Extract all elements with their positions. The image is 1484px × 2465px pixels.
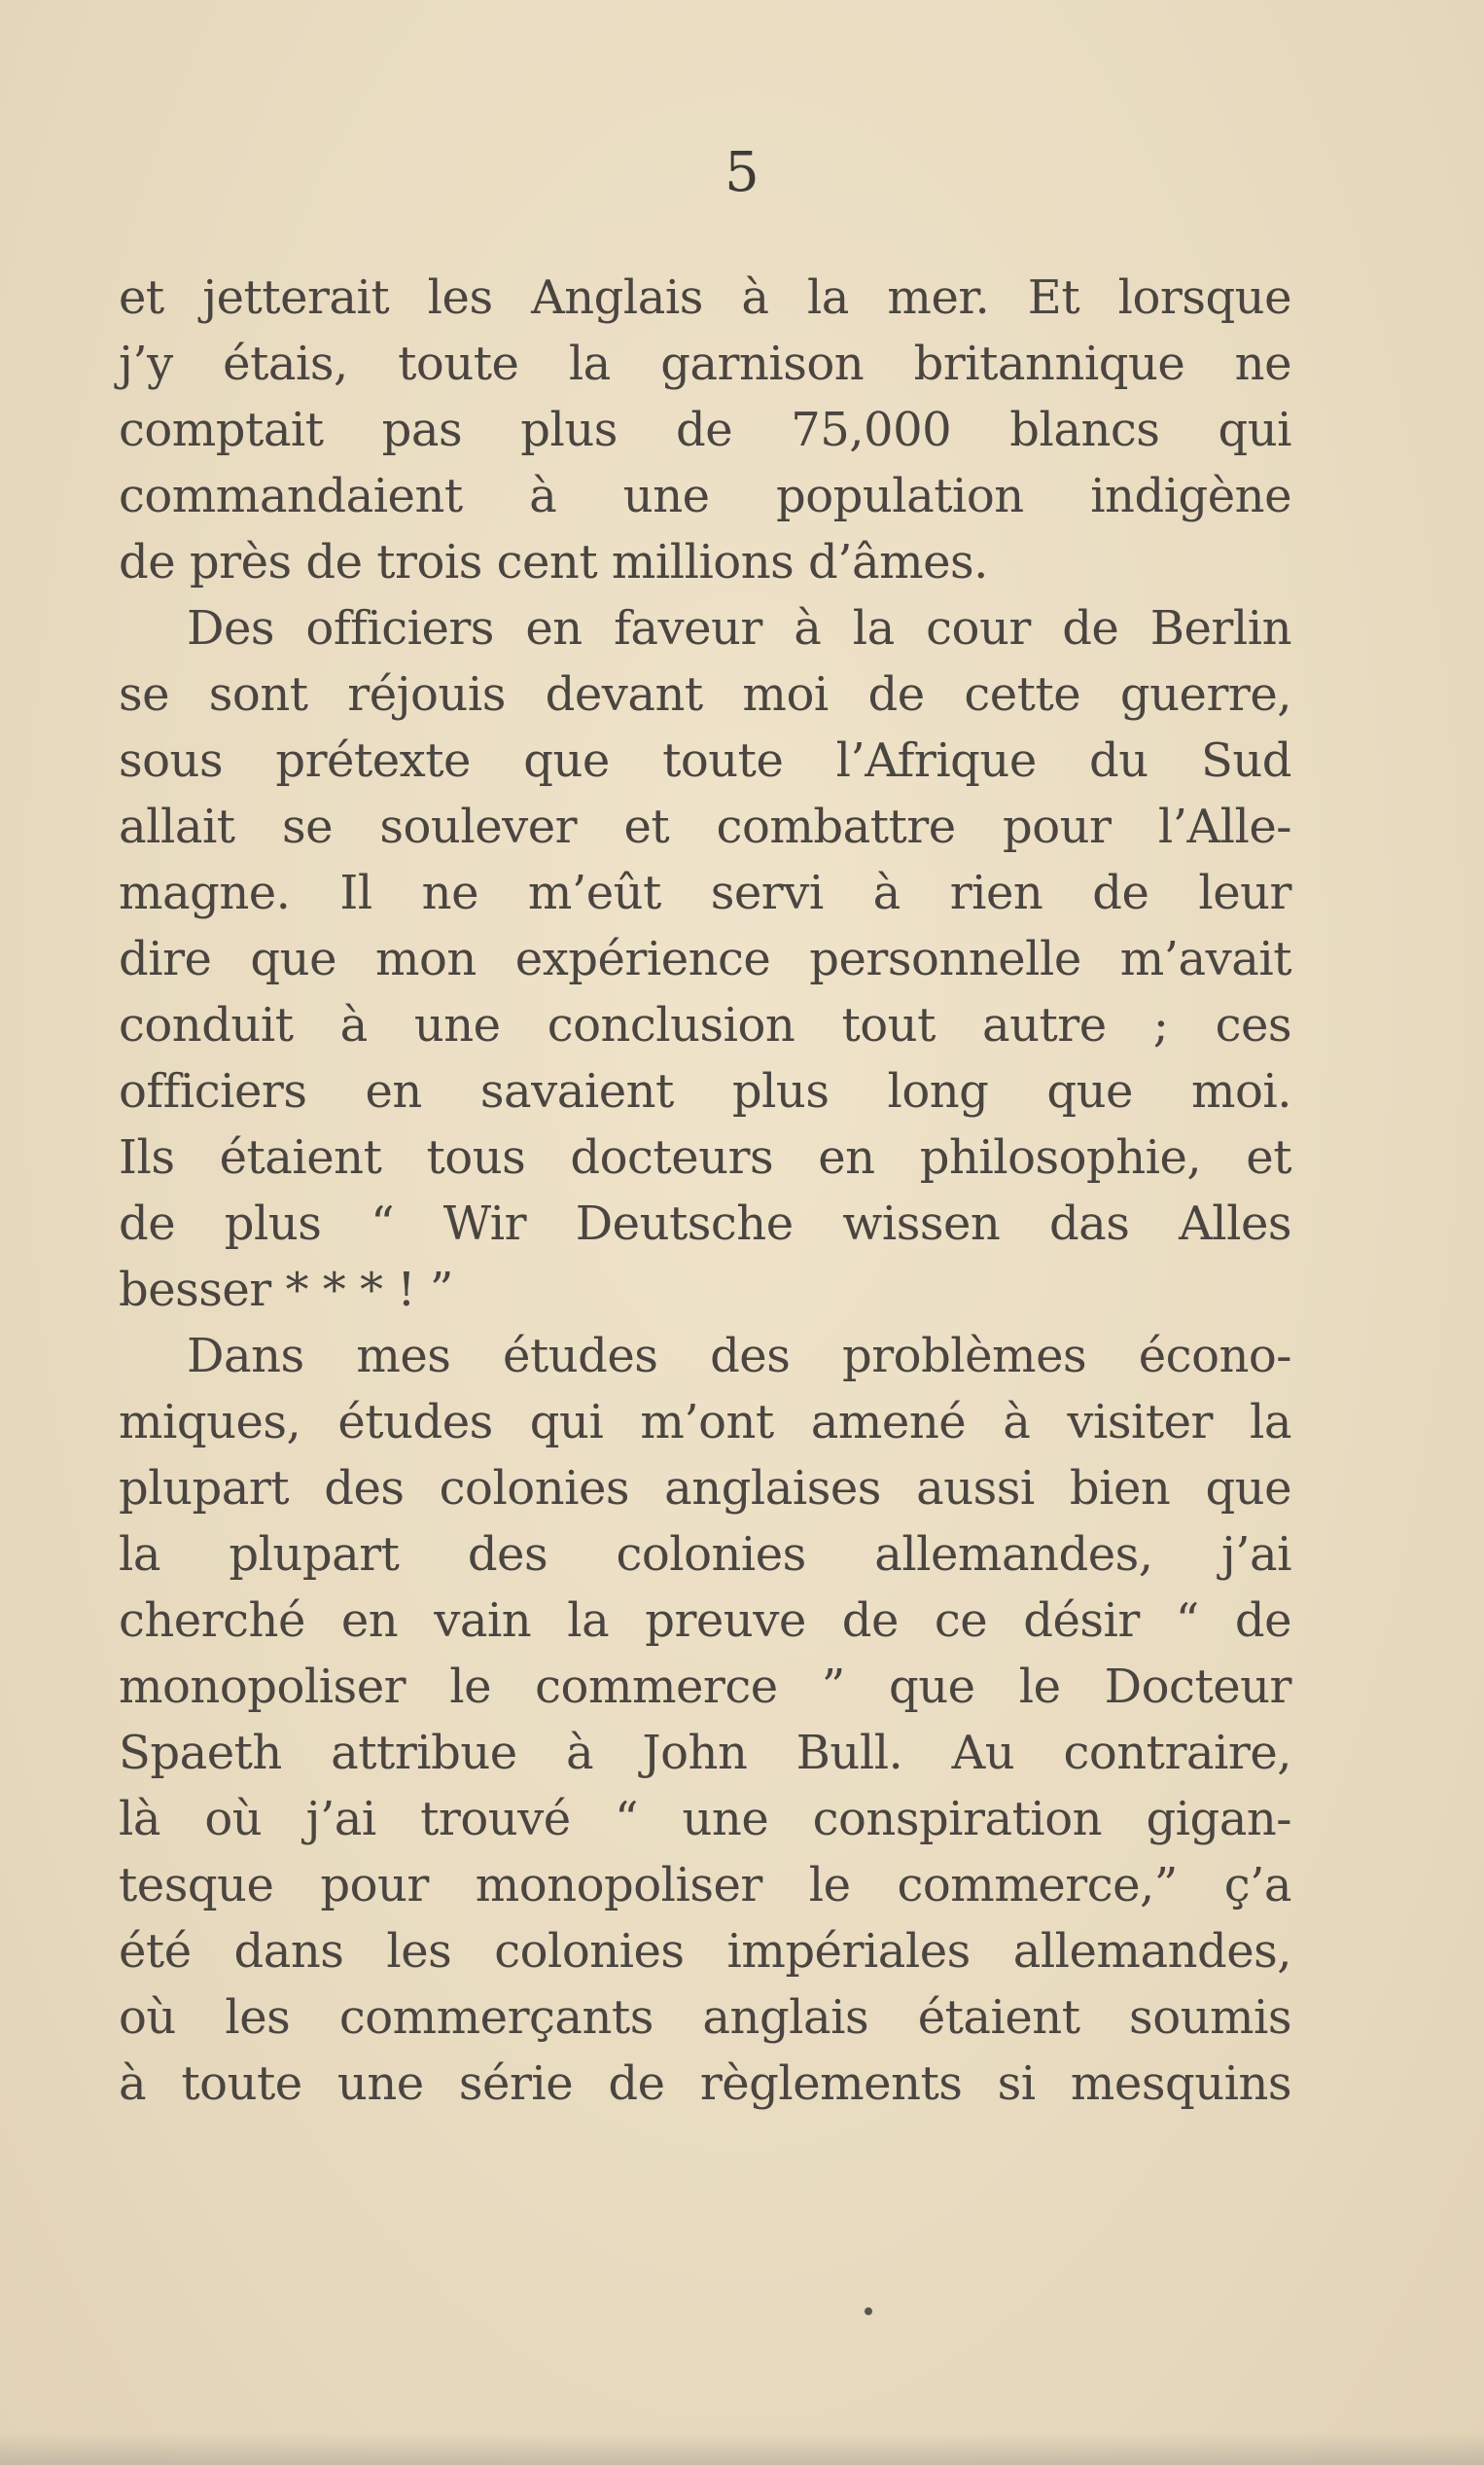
text-line: où les commerçants anglais étaient soumis [119, 1990, 1291, 2045]
text-line: Des officiers en faveur à la cour de Berlin [187, 601, 1291, 656]
text-line: Spaeth attribue à John Bull. Au contraire, [119, 1726, 1291, 1780]
text-line: là où j’ai trouvé “ une conspiration gigan- [119, 1792, 1291, 1846]
text-line: cherché en vain la preuve de ce désir “ de [119, 1593, 1291, 1648]
paper-speck [865, 2307, 872, 2315]
text-line: commandaient à une population indigène [119, 469, 1291, 523]
page-edge-shadow [0, 2432, 1484, 2465]
text-line: de près de trois cent millions d’âmes. [119, 535, 988, 589]
text-line: besser * * * ! ” [119, 1263, 453, 1317]
text-line: de plus “ Wir Deutsche wissen das Alles [119, 1197, 1291, 1251]
text-line: Dans mes études des problèmes écono- [187, 1329, 1291, 1383]
body-text [119, 265, 1291, 2117]
text-line: magne. Il ne m’eût servi à rien de leur [119, 866, 1291, 920]
text-line: tesque pour monopoliser le commerce,” ç’a [119, 1858, 1291, 1912]
text-line: dire que mon expérience personnelle m’avait [119, 932, 1291, 986]
text-line: comptait pas plus de 75,000 blancs qui [119, 403, 1291, 457]
text-line: sous prétexte que toute l’Afrique du Sud [119, 733, 1291, 788]
text-line: officiers en savaient plus long que moi. [119, 1064, 1291, 1119]
text-line: été dans les colonies impériales allemandes, [119, 1924, 1291, 1979]
text-line: et jetterait les Anglais à la mer. Et lorsque [119, 270, 1291, 325]
text-line: j’y étais, toute la garnison britannique ne [119, 337, 1291, 391]
text-line: miques, études qui m’ont amené à visiter la [119, 1395, 1291, 1449]
text-line: conduit à une conclusion tout autre ; ces [119, 998, 1291, 1053]
text-line: se sont réjouis devant moi de cette guerre, [119, 667, 1291, 722]
text-line: Ils étaient tous docteurs en philosophie, et [119, 1130, 1291, 1185]
page-number: 5 [724, 141, 760, 204]
text-line: la plupart des colonies allemandes, j’ai [119, 1527, 1291, 1582]
text-line: plupart des colonies anglaises aussi bien que [119, 1461, 1291, 1516]
text-line: monopoliser le commerce ” que le Docteur [119, 1660, 1291, 1714]
text-line: à toute une série de règlements si mesquins [119, 2056, 1291, 2111]
text-line: allait se soulever et combattre pour l’Alle- [119, 800, 1291, 854]
